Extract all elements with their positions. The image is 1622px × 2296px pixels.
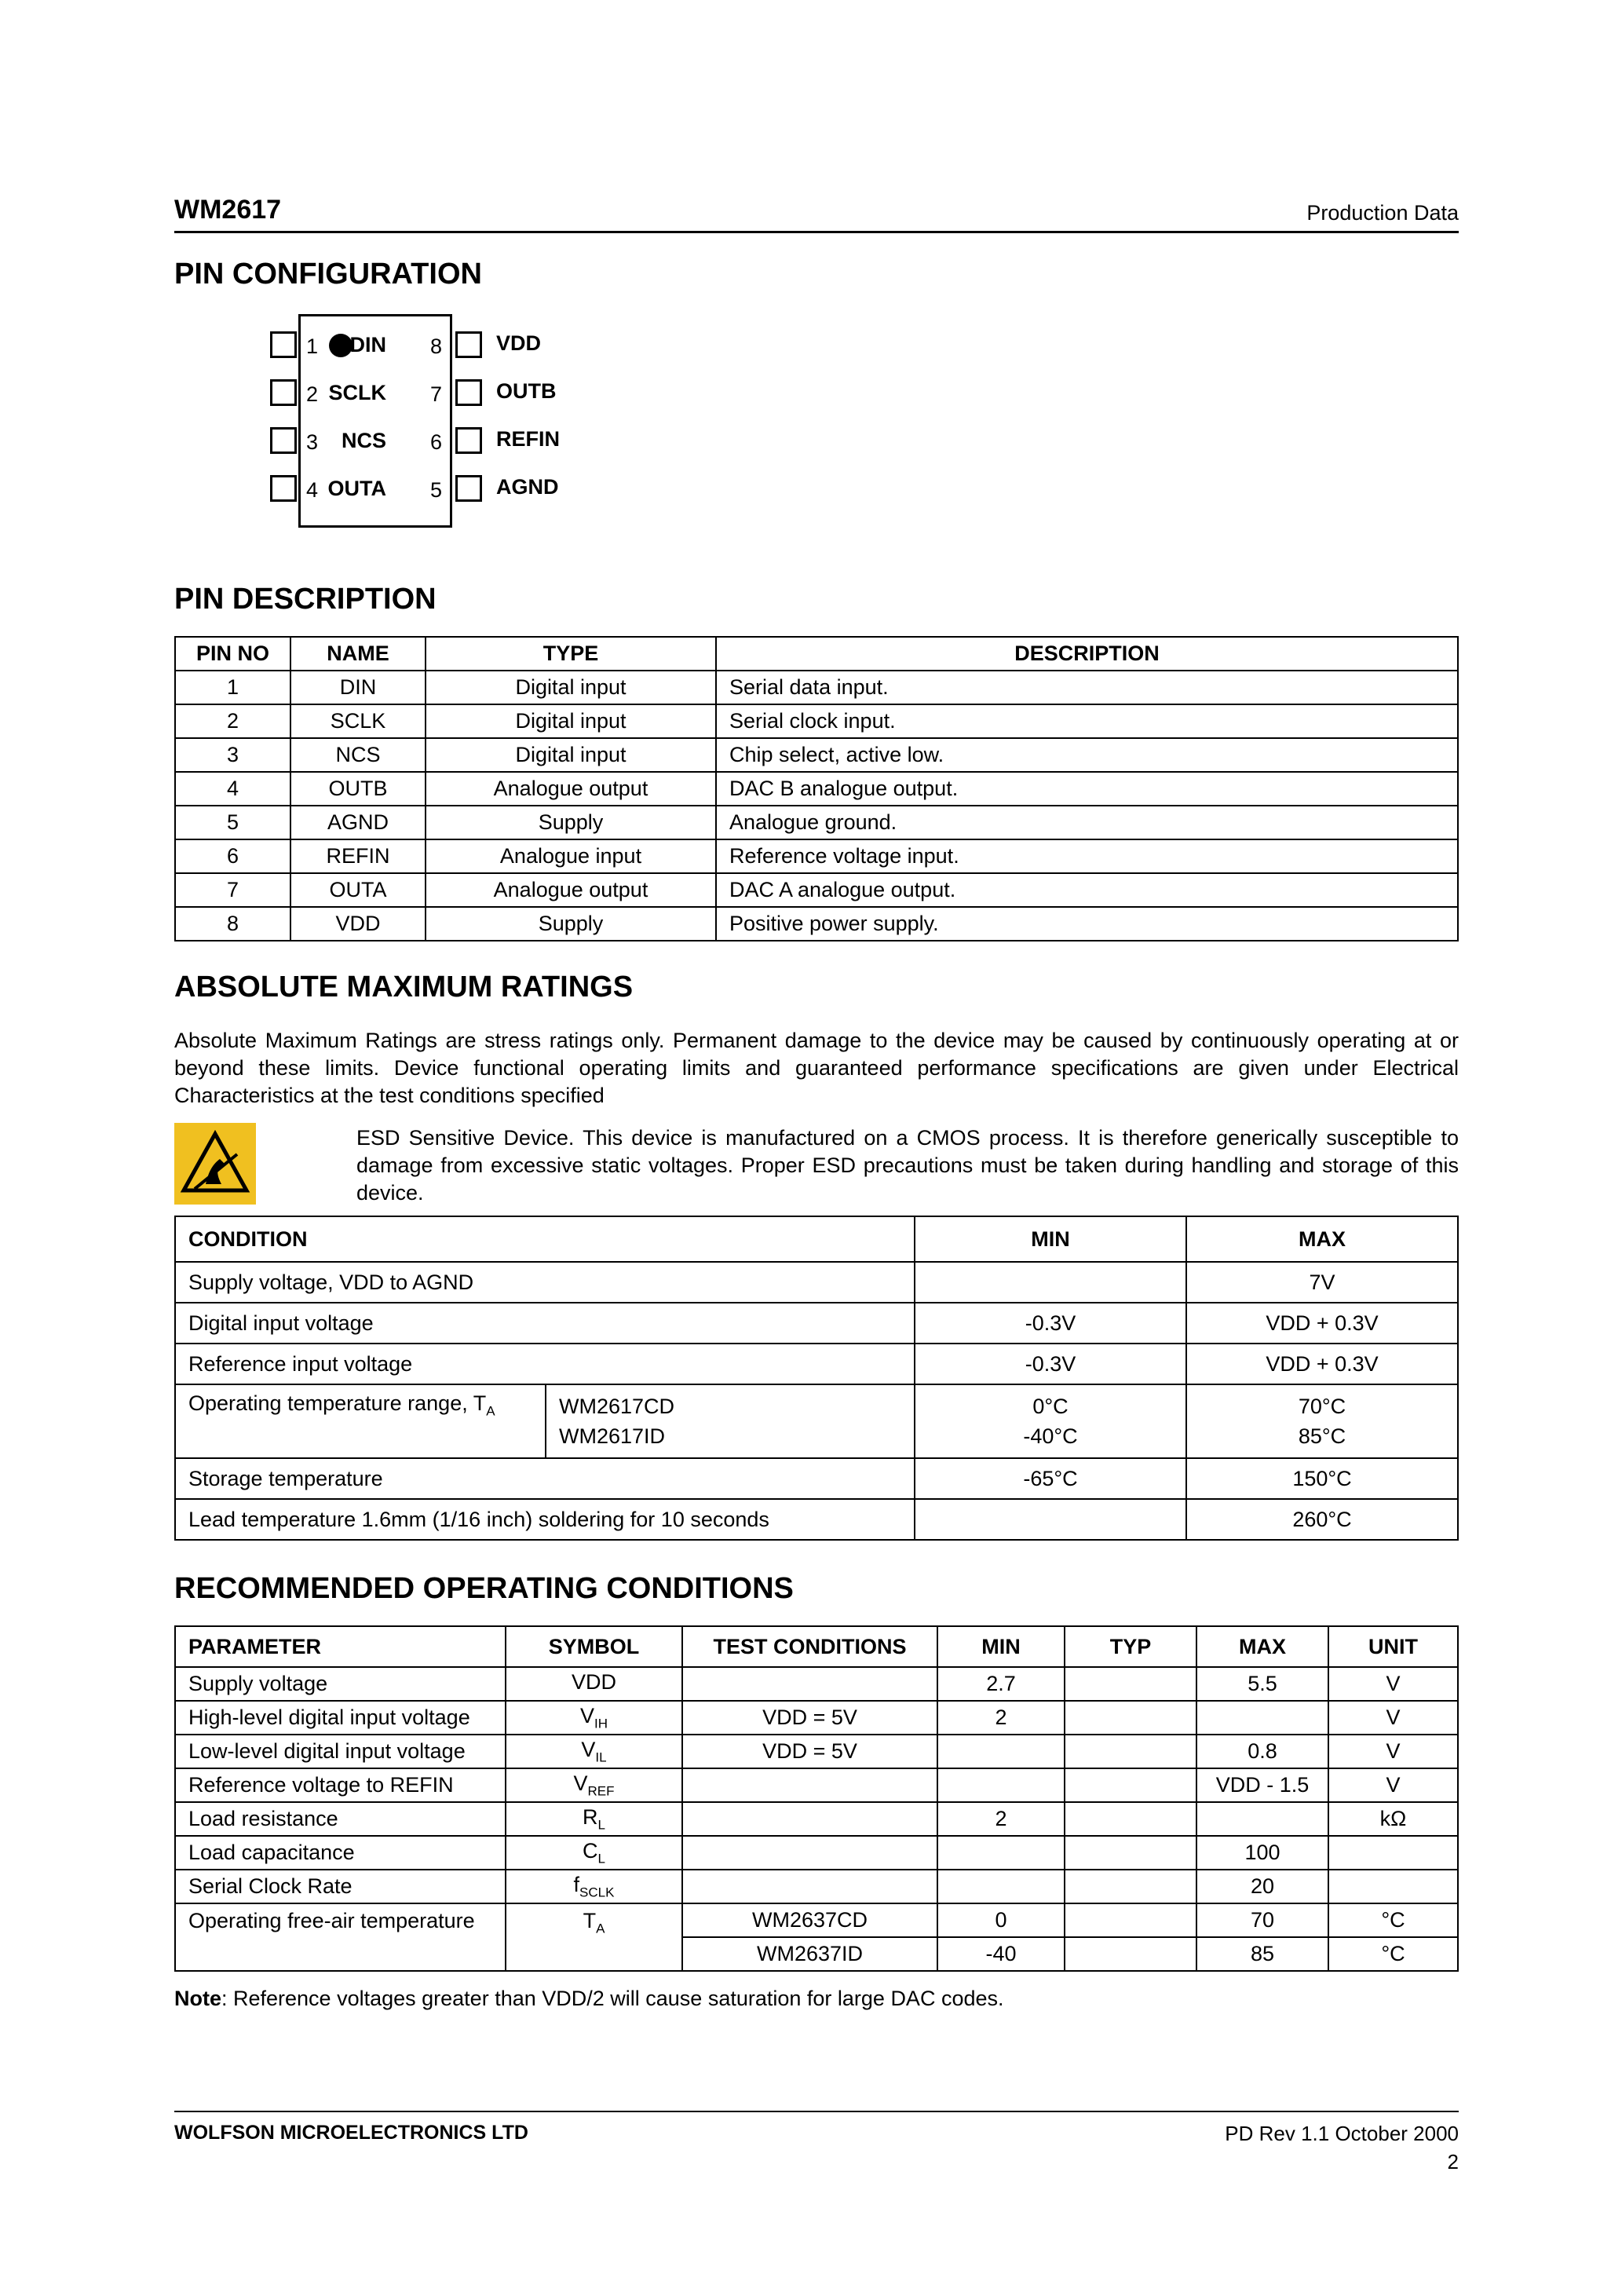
cell: 20 xyxy=(1196,1870,1328,1903)
cell: Analogue ground. xyxy=(716,806,1458,839)
table-row xyxy=(175,1384,1458,1458)
esd-notice-text: ESD Sensitive Device. This device is manufactured on a CMOS process. It is therefore generically susceptible to damage from excessive static voltages. Proper ESD precautions must be taken during handling and storage of this device. xyxy=(356,1126,1459,1205)
cell xyxy=(506,1667,682,1701)
table-row xyxy=(175,1735,1458,1768)
cell: 4 xyxy=(175,772,290,806)
cell: VDD = 5V xyxy=(682,1701,937,1735)
pin-label-left: OUTA xyxy=(327,477,386,500)
cell xyxy=(682,1870,937,1903)
pin-number: 7 xyxy=(430,382,443,406)
column-header: DESCRIPTION xyxy=(716,637,1458,671)
table-header-row xyxy=(175,1626,1458,1667)
cell: WM2637CD xyxy=(682,1903,937,1937)
cell: NCS xyxy=(290,738,426,772)
cell xyxy=(937,1735,1065,1768)
cell xyxy=(506,1768,682,1802)
cell xyxy=(1065,1735,1196,1768)
cell: -0.3V xyxy=(915,1303,1186,1344)
pin-pad xyxy=(455,379,482,406)
cell: V xyxy=(1328,1768,1458,1802)
subscript: IH xyxy=(594,1716,608,1731)
cell xyxy=(682,1667,937,1701)
symbol: R xyxy=(583,1804,598,1829)
table-row xyxy=(175,738,1458,772)
subscript: L xyxy=(597,1817,605,1833)
recommended-operating-conditions-table xyxy=(174,1625,1459,1972)
table-header-row xyxy=(175,637,1458,671)
cell: 2 xyxy=(175,704,290,738)
subscript: IL xyxy=(595,1749,607,1765)
pin-pad xyxy=(455,475,482,502)
cell: 8 xyxy=(175,907,290,941)
column-header: NAME xyxy=(290,637,426,671)
cell: 85 xyxy=(1196,1937,1328,1971)
table-row xyxy=(175,1903,1458,1937)
cell: Reference voltage input. xyxy=(716,839,1458,873)
pin-number: 8 xyxy=(430,335,443,358)
cell xyxy=(506,1701,682,1735)
cell xyxy=(1186,1384,1458,1458)
cell: Operating free-air temperature xyxy=(175,1903,506,1971)
pin-label-left: DIN xyxy=(349,333,386,356)
pin-description-heading: PIN DESCRIPTION xyxy=(174,583,437,616)
pin-label-right: REFIN xyxy=(496,427,560,451)
column-header: PIN NO xyxy=(175,637,290,671)
cell: V xyxy=(1328,1701,1458,1735)
cell: Low-level digital input voltage xyxy=(175,1735,506,1768)
cell xyxy=(506,1836,682,1870)
cell: 7 xyxy=(175,873,290,907)
table-row xyxy=(175,873,1458,907)
cell: REFIN xyxy=(290,839,426,873)
absolute-maximum-ratings-table xyxy=(174,1216,1459,1541)
page-header xyxy=(174,195,1459,233)
table-row xyxy=(175,1344,1458,1384)
cell xyxy=(682,1768,937,1802)
cell: Analogue output xyxy=(426,873,716,907)
esd-warning-icon xyxy=(174,1123,256,1205)
pin-label-left: NCS xyxy=(341,429,386,452)
cell: V xyxy=(1328,1735,1458,1768)
table-note xyxy=(174,1987,1004,2011)
cell xyxy=(1196,1802,1328,1836)
symbol: C xyxy=(583,1838,598,1863)
cell: Supply voltage, VDD to AGND xyxy=(175,1262,915,1303)
cell xyxy=(506,1802,682,1836)
pin-label-left: SCLK xyxy=(328,381,386,404)
table-header-row xyxy=(175,1216,1458,1262)
roc-heading: RECOMMENDED OPERATING CONDITIONS xyxy=(174,1572,794,1605)
pin-number: 2 xyxy=(306,382,319,406)
company-name: WOLFSON MICROELECTRONICS LTD xyxy=(174,2122,528,2144)
cell: V xyxy=(1328,1667,1458,1701)
cell-text: Operating temperature range, T xyxy=(188,1391,487,1415)
cell: 7V xyxy=(1186,1262,1458,1303)
cell: Digital input xyxy=(426,671,716,704)
cell: -40 xyxy=(937,1937,1065,1971)
cell xyxy=(937,1836,1065,1870)
cell: DAC B analogue output. xyxy=(716,772,1458,806)
cell: Supply voltage xyxy=(175,1667,506,1701)
pin-number: 1 xyxy=(306,335,319,358)
cell-line: -40°C xyxy=(1023,1424,1078,1448)
cell: SCLK xyxy=(290,704,426,738)
column-header: PARAMETER xyxy=(175,1626,506,1667)
cell xyxy=(682,1802,937,1836)
cell: °C xyxy=(1328,1937,1458,1971)
pin-pad xyxy=(270,331,297,358)
cell: Reference input voltage xyxy=(175,1344,915,1384)
column-header: UNIT xyxy=(1328,1626,1458,1667)
cell: Serial data input. xyxy=(716,671,1458,704)
page-number: 2 xyxy=(1447,2150,1459,2174)
cell: VDD - 1.5 xyxy=(1196,1768,1328,1802)
table-row xyxy=(175,839,1458,873)
cell: 70 xyxy=(1196,1903,1328,1937)
symbol: V xyxy=(579,1703,594,1727)
pin-label-right: VDD xyxy=(496,331,542,355)
cell-line: WM2617ID xyxy=(559,1424,666,1448)
cell: 100 xyxy=(1196,1836,1328,1870)
pin-pad xyxy=(270,475,297,502)
table-row xyxy=(175,671,1458,704)
cell: Chip select, active low. xyxy=(716,738,1458,772)
column-header: TYPE xyxy=(426,637,716,671)
cell: 2.7 xyxy=(937,1667,1065,1701)
note-label: Note xyxy=(174,1987,221,2010)
cell: AGND xyxy=(290,806,426,839)
cell: Digital input voltage xyxy=(175,1303,915,1344)
pin-label-right: OUTB xyxy=(496,379,557,403)
cell: -0.3V xyxy=(915,1344,1186,1384)
revision-info: PD Rev 1.1 October 2000 xyxy=(1225,2122,1459,2145)
cell: WM2637ID xyxy=(682,1937,937,1971)
cell xyxy=(1065,1802,1196,1836)
cell xyxy=(1065,1701,1196,1735)
cell xyxy=(1196,1701,1328,1735)
pin-config-heading: PIN CONFIGURATION xyxy=(174,258,482,291)
cell: High-level digital input voltage xyxy=(175,1701,506,1735)
cell xyxy=(175,1384,546,1458)
table-row xyxy=(175,1870,1458,1903)
table-row xyxy=(175,1836,1458,1870)
cell-line: 70°C xyxy=(1298,1395,1346,1418)
pin-number: 5 xyxy=(430,478,443,502)
table-row xyxy=(175,704,1458,738)
symbol: VDD xyxy=(571,1669,616,1694)
subscript: SCLK xyxy=(579,1885,615,1900)
cell: Digital input xyxy=(426,704,716,738)
device-title: WM2617 xyxy=(174,195,282,225)
cell xyxy=(915,1262,1186,1303)
cell xyxy=(1328,1870,1458,1903)
page-footer xyxy=(174,2111,1459,2174)
cell: Serial Clock Rate xyxy=(175,1870,506,1903)
cell xyxy=(1065,1768,1196,1802)
table-row xyxy=(175,1262,1458,1303)
cell: 5.5 xyxy=(1196,1667,1328,1701)
pin-pad xyxy=(270,427,297,454)
cell: Supply xyxy=(426,806,716,839)
pin-pad xyxy=(270,379,297,406)
cell: Serial clock input. xyxy=(716,704,1458,738)
column-header: MIN xyxy=(937,1626,1065,1667)
cell-line: WM2617CD xyxy=(559,1395,675,1418)
cell xyxy=(1065,1937,1196,1971)
cell: 0 xyxy=(937,1903,1065,1937)
subscript: A xyxy=(596,1921,605,1936)
pin-number: 3 xyxy=(306,430,319,454)
cell xyxy=(1328,1836,1458,1870)
cell: VDD + 0.3V xyxy=(1186,1344,1458,1384)
column-header: TEST CONDITIONS xyxy=(682,1626,937,1667)
cell xyxy=(915,1384,1186,1458)
table-row xyxy=(175,772,1458,806)
cell: OUTA xyxy=(290,873,426,907)
amr-heading: ABSOLUTE MAXIMUM RATINGS xyxy=(174,971,634,1004)
subscript: REF xyxy=(587,1783,615,1799)
cell: VDD xyxy=(290,907,426,941)
table-row xyxy=(175,1701,1458,1735)
cell: 0.8 xyxy=(1196,1735,1328,1768)
cell: 2 xyxy=(937,1802,1065,1836)
cell: VDD + 0.3V xyxy=(1186,1303,1458,1344)
cell-line: 0°C xyxy=(1032,1395,1069,1418)
cell: 5 xyxy=(175,806,290,839)
cell: Lead temperature 1.6mm (1/16 inch) soldering for 10 seconds xyxy=(175,1499,915,1540)
cell xyxy=(506,1735,682,1768)
cell xyxy=(1065,1903,1196,1937)
subscript: A xyxy=(486,1403,495,1419)
table-row xyxy=(175,1768,1458,1802)
pin-pad xyxy=(455,331,482,358)
table-row xyxy=(175,1499,1458,1540)
pin-label-right: AGND xyxy=(496,475,559,499)
document-status: Production Data xyxy=(1306,201,1459,225)
cell xyxy=(506,1903,682,1971)
cell xyxy=(915,1499,1186,1540)
table-row xyxy=(175,1667,1458,1701)
table-row xyxy=(175,1802,1458,1836)
table-row xyxy=(175,907,1458,941)
cell: 2 xyxy=(937,1701,1065,1735)
cell: Analogue input xyxy=(426,839,716,873)
cell: 6 xyxy=(175,839,290,873)
cell: Load resistance xyxy=(175,1802,506,1836)
column-header: CONDITION xyxy=(175,1216,915,1262)
symbol: V xyxy=(573,1771,588,1795)
symbol: V xyxy=(581,1737,596,1761)
cell: °C xyxy=(1328,1903,1458,1937)
pin1-marker-icon xyxy=(329,334,353,357)
cell: Storage temperature xyxy=(175,1458,915,1499)
cell: OUTB xyxy=(290,772,426,806)
table-row xyxy=(175,806,1458,839)
subscript: L xyxy=(597,1851,605,1866)
column-header: TYP xyxy=(1065,1626,1196,1667)
cell: 150°C xyxy=(1186,1458,1458,1499)
cell: Supply xyxy=(426,907,716,941)
cell: 260°C xyxy=(1186,1499,1458,1540)
cell xyxy=(1065,1667,1196,1701)
column-header: MAX xyxy=(1186,1216,1458,1262)
cell: Digital input xyxy=(426,738,716,772)
cell xyxy=(1065,1870,1196,1903)
cell xyxy=(937,1870,1065,1903)
note-text: : Reference voltages greater than VDD/2 will cause saturation for large DAC codes. xyxy=(221,1987,1004,2010)
symbol: f xyxy=(573,1872,580,1896)
cell: 3 xyxy=(175,738,290,772)
pin-pad xyxy=(455,427,482,454)
cell: Analogue output xyxy=(426,772,716,806)
column-header: MIN xyxy=(915,1216,1186,1262)
pin-number: 4 xyxy=(306,478,319,502)
cell xyxy=(937,1768,1065,1802)
cell: -65°C xyxy=(915,1458,1186,1499)
column-header: SYMBOL xyxy=(506,1626,682,1667)
pin-description-table xyxy=(174,636,1459,941)
cell xyxy=(1065,1836,1196,1870)
amr-intro-text: Absolute Maximum Ratings are stress ratings only. Permanent damage to the device may be caused by continuously operating at or beyond these limits. Device functional operating limits and guaranteed performance specifications are given under Electrical Characteristics at the test conditions specified xyxy=(174,1029,1459,1107)
cell: kΩ xyxy=(1328,1802,1458,1836)
table-row xyxy=(175,1458,1458,1499)
cell xyxy=(546,1384,915,1458)
cell xyxy=(506,1870,682,1903)
cell: DAC A analogue output. xyxy=(716,873,1458,907)
pin-number: 6 xyxy=(430,430,443,454)
table-row xyxy=(175,1303,1458,1344)
cell-line: 85°C xyxy=(1298,1424,1346,1448)
column-header: MAX xyxy=(1196,1626,1328,1667)
cell: VDD = 5V xyxy=(682,1735,937,1768)
cell: Reference voltage to REFIN xyxy=(175,1768,506,1802)
cell: Load capacitance xyxy=(175,1836,506,1870)
symbol: T xyxy=(583,1909,597,1932)
cell: 1 xyxy=(175,671,290,704)
cell xyxy=(682,1836,937,1870)
cell: DIN xyxy=(290,671,426,704)
cell: Positive power supply. xyxy=(716,907,1458,941)
